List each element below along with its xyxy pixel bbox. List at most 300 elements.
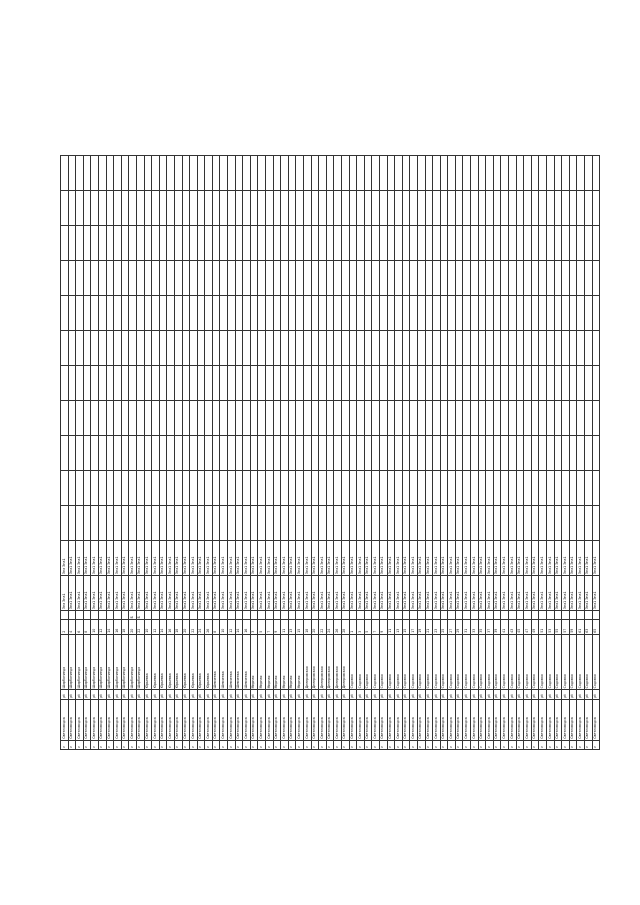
table-cell: Светловодск — [379, 699, 387, 740]
table-cell — [402, 261, 410, 296]
table-cell: Юрьевка — [167, 634, 175, 690]
table-cell — [91, 331, 99, 366]
table-cell — [129, 296, 137, 331]
table-cell: ν — [228, 740, 236, 749]
table-cell — [159, 436, 167, 471]
table-cell — [167, 156, 175, 191]
table-cell: ν — [539, 740, 547, 749]
table-cell: Светловодск — [562, 699, 570, 740]
table-cell — [281, 156, 289, 191]
table-cell — [61, 226, 69, 261]
table-cell — [182, 331, 190, 366]
table-cell — [509, 191, 517, 226]
table-cell: ρt — [463, 690, 471, 699]
table-cell — [478, 296, 486, 331]
table-cell — [304, 156, 312, 191]
table-cell — [220, 436, 228, 471]
table-cell — [212, 226, 220, 261]
table-cell: Садовая — [357, 634, 365, 690]
table-cell: 9 — [379, 620, 387, 634]
table-cell — [182, 261, 190, 296]
table-row — [98, 156, 106, 750]
table-cell — [152, 156, 160, 191]
table-cell — [243, 226, 251, 261]
table-cell — [486, 296, 494, 331]
table-cell: Шевченка — [220, 634, 228, 690]
table-cell — [190, 156, 198, 191]
table-cell — [76, 191, 84, 226]
table-cell: ν — [357, 740, 365, 749]
table-cell: Эна1 Эна1 — [235, 576, 243, 611]
table-cell: ρt — [76, 690, 84, 699]
table-cell — [167, 296, 175, 331]
table-cell: 43 — [509, 620, 517, 634]
table-cell: Эна1 Эна1 — [554, 541, 562, 576]
table-cell — [83, 226, 91, 261]
table-cell — [250, 261, 258, 296]
table-cell — [281, 191, 289, 226]
table-cell: Эна1 Эна1 — [288, 576, 296, 611]
table-cell — [235, 331, 243, 366]
table-cell: Днепровская — [334, 634, 342, 690]
table-cell — [197, 436, 205, 471]
table-cell: Эна1 Эна1 — [144, 576, 152, 611]
table-cell — [121, 226, 129, 261]
table-cell: Эна1 Эна1 — [174, 576, 182, 611]
table-cell — [212, 366, 220, 401]
table-cell: 14 — [235, 620, 243, 634]
table-cell: Светловодск — [531, 699, 539, 740]
table-cell — [372, 331, 380, 366]
table-cell: 37 — [486, 620, 494, 634]
table-cell: ν — [478, 740, 486, 749]
table-cell: Эна1 Эна1 — [212, 541, 220, 576]
table-cell — [524, 471, 532, 506]
table-cell — [144, 331, 152, 366]
table-cell: Эна1 Эна1 — [417, 541, 425, 576]
table-cell — [372, 156, 380, 191]
table-cell — [410, 436, 418, 471]
table-cell: ν — [129, 740, 137, 749]
table-cell: Эна1 Эна1 — [364, 541, 372, 576]
table-cell — [220, 331, 228, 366]
table-cell — [296, 296, 304, 331]
table-cell — [228, 471, 236, 506]
table-cell — [509, 506, 517, 541]
table-cell: Эна1 Эна1 — [387, 541, 395, 576]
table-cell: Шарбатиеда — [106, 634, 114, 690]
table-cell — [167, 471, 175, 506]
table-row — [68, 156, 76, 750]
table-cell: ρt — [577, 690, 585, 699]
table-cell — [440, 401, 448, 436]
table-cell — [258, 226, 266, 261]
table-cell — [387, 436, 395, 471]
table-cell: 27 — [448, 620, 456, 634]
table-cell — [129, 156, 137, 191]
table-cell: ρt — [144, 690, 152, 699]
table-cell — [159, 611, 167, 620]
table-cell — [197, 611, 205, 620]
table-cell — [471, 366, 479, 401]
table-cell — [478, 436, 486, 471]
table-cell: 22 — [190, 620, 198, 634]
table-cell: ν — [114, 740, 122, 749]
table-cell — [281, 611, 289, 620]
table-cell — [463, 261, 471, 296]
table-cell — [296, 191, 304, 226]
table-cell — [243, 401, 251, 436]
table-cell: Светловодск — [463, 699, 471, 740]
table-cell: Эна1 Эна1 — [372, 541, 380, 576]
table-cell — [212, 471, 220, 506]
table-cell — [455, 401, 463, 436]
table-cell: 57 — [562, 620, 570, 634]
table-cell: Эна1 Эна1 — [228, 541, 236, 576]
table-cell: ρt — [311, 690, 319, 699]
table-cell — [144, 191, 152, 226]
table-cell — [144, 506, 152, 541]
table-cell: ν — [410, 740, 418, 749]
table-cell — [357, 611, 365, 620]
table-cell: ρt — [357, 690, 365, 699]
table-cell — [197, 506, 205, 541]
table-cell — [167, 436, 175, 471]
table-cell: Мирная — [266, 634, 274, 690]
table-cell: 2 — [61, 620, 69, 634]
table-cell — [114, 331, 122, 366]
table-cell — [129, 436, 137, 471]
table-cell — [402, 156, 410, 191]
table-cell — [296, 401, 304, 436]
table-cell — [501, 296, 509, 331]
table-cell: Садовая — [402, 634, 410, 690]
table-cell — [273, 471, 281, 506]
table-cell: 33 — [471, 620, 479, 634]
table-cell: Эна1 Эна1 — [205, 576, 213, 611]
table-cell — [569, 191, 577, 226]
table-row — [190, 156, 198, 750]
table-cell — [129, 261, 137, 296]
table-cell — [402, 331, 410, 366]
table-cell — [136, 331, 144, 366]
table-row — [273, 156, 281, 750]
table-cell: ρt — [379, 690, 387, 699]
table-cell: ν — [182, 740, 190, 749]
table-cell — [212, 436, 220, 471]
table-cell: Шарбатиеда — [61, 634, 69, 690]
table-cell — [379, 296, 387, 331]
table-cell: ρt — [190, 690, 198, 699]
table-row — [61, 156, 69, 750]
table-cell: Эна1 Эна1 — [554, 576, 562, 611]
table-cell — [326, 506, 334, 541]
table-cell: 41 — [501, 620, 509, 634]
table-cell — [372, 471, 380, 506]
table-cell: Мирная — [296, 634, 304, 690]
table-cell — [205, 261, 213, 296]
table-cell — [98, 436, 106, 471]
table-cell — [471, 331, 479, 366]
table-cell: Светловодск — [235, 699, 243, 740]
table-row — [531, 156, 539, 750]
table-cell — [129, 191, 137, 226]
table-cell — [266, 261, 274, 296]
table-cell: Эна1 Эна1 — [493, 576, 501, 611]
table-cell — [592, 156, 600, 191]
table-cell — [539, 506, 547, 541]
table-cell: 25 — [440, 620, 448, 634]
table-cell — [334, 611, 342, 620]
table-cell: ν — [76, 740, 84, 749]
table-cell: Садовая — [554, 634, 562, 690]
table-cell — [395, 401, 403, 436]
table-cell: Садовая — [410, 634, 418, 690]
table-cell — [129, 366, 137, 401]
table-cell: Эна1 Эна1 — [463, 576, 471, 611]
table-cell: ρt — [266, 690, 274, 699]
table-cell — [524, 401, 532, 436]
table-cell: ρt — [509, 690, 517, 699]
table-cell: Юрьевка — [197, 634, 205, 690]
table-cell — [250, 366, 258, 401]
table-cell — [304, 506, 312, 541]
table-cell — [258, 191, 266, 226]
table-cell — [379, 261, 387, 296]
table-cell: 26 — [334, 620, 342, 634]
table-cell — [463, 471, 471, 506]
table-cell: ν — [448, 740, 456, 749]
table-cell — [114, 156, 122, 191]
table-cell: Эна1 Эна1 — [76, 576, 84, 611]
table-cell — [433, 506, 441, 541]
table-row — [152, 156, 160, 750]
table-cell: ρt — [98, 690, 106, 699]
table-cell — [341, 611, 349, 620]
table-cell: Светловодск — [311, 699, 319, 740]
table-cell — [577, 296, 585, 331]
table-cell — [167, 226, 175, 261]
table-cell — [174, 261, 182, 296]
table-cell — [106, 296, 114, 331]
table-cell — [554, 471, 562, 506]
table-cell — [159, 506, 167, 541]
table-cell: Садовая — [531, 634, 539, 690]
table-cell: Эна1 Эна1 — [76, 541, 84, 576]
table-cell — [212, 191, 220, 226]
table-cell — [478, 261, 486, 296]
table-cell — [281, 226, 289, 261]
table-cell — [258, 261, 266, 296]
table-cell: ν — [471, 740, 479, 749]
table-cell — [273, 296, 281, 331]
table-cell — [562, 156, 570, 191]
table-cell — [569, 226, 577, 261]
table-cell — [159, 401, 167, 436]
table-cell — [455, 156, 463, 191]
table-cell — [569, 261, 577, 296]
table-cell — [250, 226, 258, 261]
table-cell — [76, 366, 84, 401]
table-cell: Светловодск — [250, 699, 258, 740]
table-cell — [349, 156, 357, 191]
table-cell — [190, 506, 198, 541]
table-cell: Светловодск — [433, 699, 441, 740]
table-cell: Эна1 Эна1 — [395, 576, 403, 611]
table-cell — [281, 506, 289, 541]
table-cell — [509, 401, 517, 436]
table-cell — [592, 366, 600, 401]
table-cell: ν — [577, 740, 585, 749]
table-cell: Светловодск — [296, 699, 304, 740]
table-cell — [136, 191, 144, 226]
table-cell — [235, 191, 243, 226]
table-row — [311, 156, 319, 750]
table-cell — [296, 471, 304, 506]
table-cell — [311, 471, 319, 506]
table-cell: Шарбатиеда — [121, 634, 129, 690]
table-cell — [197, 156, 205, 191]
table-cell: Эна1 Эна1 — [121, 541, 129, 576]
table-cell: Садовая — [501, 634, 509, 690]
table-cell — [372, 261, 380, 296]
table-cell: Эна1 Эна1 — [273, 576, 281, 611]
table-cell: ρt — [83, 690, 91, 699]
table-cell: Шарбатиеда — [76, 634, 84, 690]
table-cell: Эна1 Эна1 — [372, 576, 380, 611]
table-cell — [501, 611, 509, 620]
table-cell — [547, 156, 555, 191]
table-row — [220, 156, 228, 750]
table-cell — [61, 331, 69, 366]
table-cell — [182, 436, 190, 471]
table-cell: Светловодск — [326, 699, 334, 740]
table-cell — [114, 401, 122, 436]
table-cell: Светловодск — [402, 699, 410, 740]
table-cell — [569, 331, 577, 366]
table-cell — [440, 331, 448, 366]
table-cell — [584, 226, 592, 261]
table-cell — [562, 471, 570, 506]
table-cell — [197, 226, 205, 261]
table-cell — [341, 471, 349, 506]
table-cell — [174, 366, 182, 401]
table-cell — [440, 261, 448, 296]
table-cell — [364, 436, 372, 471]
table-cell: Эна1 Эна1 — [410, 576, 418, 611]
table-cell — [258, 156, 266, 191]
table-cell — [121, 611, 129, 620]
table-cell — [516, 191, 524, 226]
table-cell: ρt — [433, 690, 441, 699]
table-cell: ρt — [182, 690, 190, 699]
table-cell — [250, 506, 258, 541]
table-cell — [455, 366, 463, 401]
table-cell — [471, 261, 479, 296]
table-cell — [205, 471, 213, 506]
table-cell: Светловодск — [167, 699, 175, 740]
table-cell — [159, 226, 167, 261]
table-row — [455, 156, 463, 750]
table-cell: Эна1 Эна1 — [478, 541, 486, 576]
table-cell — [455, 296, 463, 331]
table-cell — [129, 471, 137, 506]
table-cell: Садовая — [463, 634, 471, 690]
table-cell — [235, 471, 243, 506]
table-cell — [228, 366, 236, 401]
table-row — [509, 156, 517, 750]
table-cell: Шевченка — [235, 634, 243, 690]
table-cell — [91, 191, 99, 226]
table-cell — [235, 401, 243, 436]
table-row — [296, 156, 304, 750]
table-cell — [311, 156, 319, 191]
table-cell — [68, 261, 76, 296]
table-cell: ν — [144, 740, 152, 749]
table-cell — [357, 366, 365, 401]
table-cell: Эна1 Эна1 — [440, 541, 448, 576]
table-cell — [524, 366, 532, 401]
table-cell: Садовая — [569, 634, 577, 690]
table-cell — [372, 436, 380, 471]
table-cell: Эна1 Эна1 — [326, 541, 334, 576]
table-cell — [463, 366, 471, 401]
table-cell — [61, 471, 69, 506]
table-cell — [425, 506, 433, 541]
table-cell — [531, 296, 539, 331]
table-cell: Эна1 Эна1 — [425, 576, 433, 611]
table-cell: Светловодск — [501, 699, 509, 740]
table-row — [235, 156, 243, 750]
table-cell — [501, 226, 509, 261]
table-cell — [91, 611, 99, 620]
table-cell — [190, 611, 198, 620]
table-row — [448, 156, 456, 750]
table-cell — [486, 191, 494, 226]
table-cell — [243, 191, 251, 226]
table-cell: ν — [455, 740, 463, 749]
table-cell — [61, 436, 69, 471]
table-cell — [152, 296, 160, 331]
table-cell: Светловодск — [554, 699, 562, 740]
table-cell: ν — [266, 740, 274, 749]
table-row — [463, 156, 471, 750]
table-cell — [243, 436, 251, 471]
table-cell — [440, 366, 448, 401]
table-cell — [440, 471, 448, 506]
table-cell: Светловодск — [448, 699, 456, 740]
table-cell: Эна1 Эна1 — [167, 576, 175, 611]
table-cell — [212, 296, 220, 331]
table-cell — [524, 296, 532, 331]
table-cell — [334, 436, 342, 471]
table-cell: Светловодск — [569, 699, 577, 740]
table-cell: Эна1 Эна1 — [486, 541, 494, 576]
table-cell: ν — [167, 740, 175, 749]
table-cell — [98, 191, 106, 226]
table-cell: ν — [174, 740, 182, 749]
table-cell — [395, 471, 403, 506]
table-cell: Эна1 Эна1 — [174, 541, 182, 576]
table-cell: Эна1 Эна1 — [311, 576, 319, 611]
table-cell — [76, 296, 84, 331]
table-cell — [584, 366, 592, 401]
table-cell — [212, 401, 220, 436]
table-cell — [547, 226, 555, 261]
table-cell: 29 — [455, 620, 463, 634]
table-cell — [61, 261, 69, 296]
table-cell: 4 — [68, 620, 76, 634]
